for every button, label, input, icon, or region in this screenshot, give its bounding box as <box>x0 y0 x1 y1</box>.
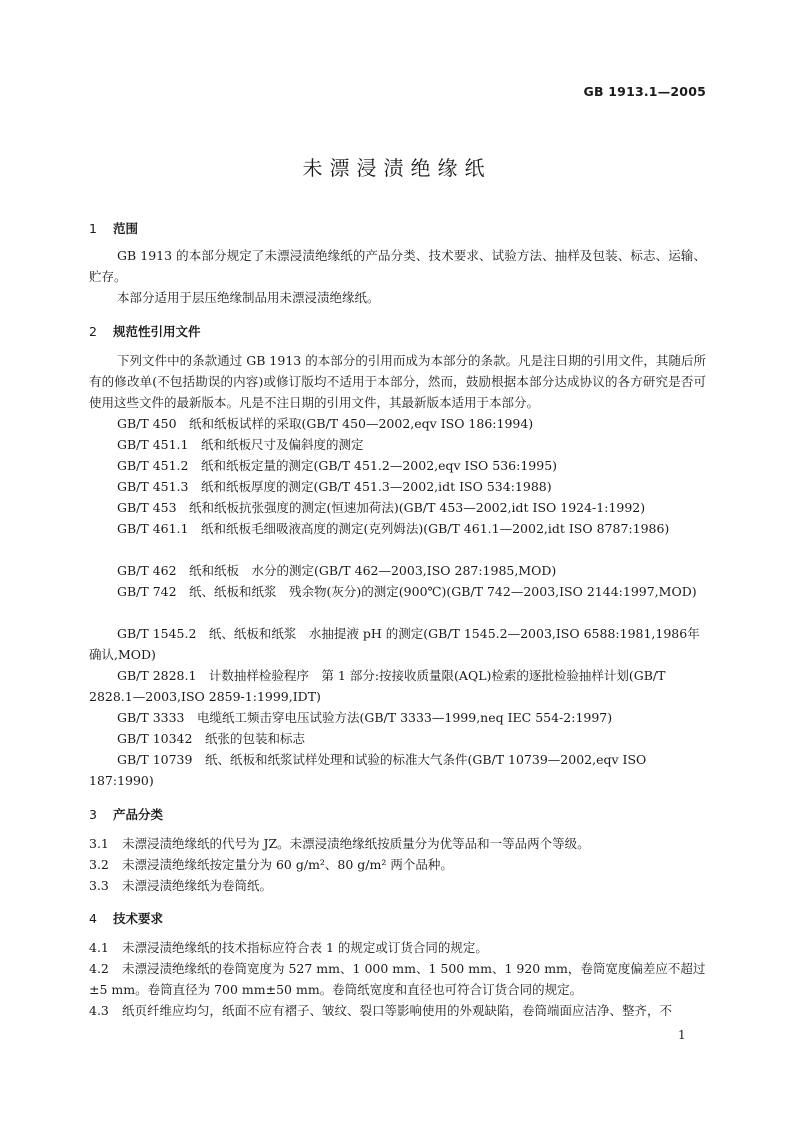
section-number: 1 <box>89 221 97 236</box>
clause-text: 未漂浸渍绝缘纸按定量分为 60 g/m²、80 g/m² 两个品种。 <box>122 857 453 872</box>
reference-item: GB/T 451.2 纸和纸板定量的测定(GB/T 451.2—2002,eqv ISO 536:1995) <box>117 458 558 473</box>
reference-item: GB/T 461.1 纸和纸板毛细吸液高度的测定(克列姆法)(GB/T 461.1—2002,idt ISO 8787:1986) <box>117 521 670 536</box>
section-title: 规范性引用文件 <box>113 324 201 339</box>
section-number: 3 <box>89 807 97 822</box>
document-title: 未漂浸渍绝缘纸 <box>302 156 492 180</box>
reference-item: GB/T 462 纸和纸板 水分的测定(GB/T 462—2003,ISO 287:1985,MOD) <box>117 563 557 578</box>
section-4-heading <box>89 909 163 927</box>
clause-text: 未漂浸渍绝缘纸的卷筒宽度为 527 mm、1 000 mm、1 500 mm、1 920 mm，卷筒宽度偏差应不超过±5 mm。卷筒直径为 700 mm±50 mm。卷筒纸宽度和直径也可符合订货合同的规定。 <box>89 961 706 997</box>
section-number: 2 <box>89 324 97 339</box>
clause-text: 未漂浸渍绝缘纸为卷筒纸。 <box>122 878 273 893</box>
section-3-heading <box>89 805 163 823</box>
section-number: 4 <box>89 911 97 926</box>
section-title: 技术要求 <box>113 911 164 926</box>
paragraph: 下列文件中的条款通过 GB 1913 的本部分的引用而成为本部分的条款。凡是注日期的引用文件，其随后所有的修改单(不包括勘误的内容)或修订版均不适用于本部分，然而，鼓励根据本部分达成协议的各方研究是否可使用这些文件的最新版本。凡是不注日期的引用文件，其最新版本适用于本部分。 <box>89 353 706 410</box>
reference-item: GB/T 451.1 纸和纸板尺寸及偏斜度的测定 <box>117 437 364 452</box>
clause-text: 未漂浸渍绝缘纸的代号为 JZ。未漂浸渍绝缘纸按质量分为优等品和一等品两个等级。 <box>122 836 590 851</box>
clause <box>89 937 706 958</box>
paragraph: 本部分适用于层压绝缘制品用未漂浸渍绝缘纸。 <box>117 290 380 305</box>
section-1-heading <box>89 219 138 237</box>
reference-item: GB/T 453 纸和纸板抗张强度的测定(恒速加荷法)(GB/T 453—2002,idt ISO 1924-1:1992) <box>117 500 646 515</box>
section-title: 产品分类 <box>113 807 164 822</box>
clause-number: 4.3 <box>89 1003 109 1018</box>
standard-number: GB 1913.1—2005 <box>583 84 706 99</box>
clause-text: 纸页纤维应均匀，纸面不应有褶子、皱纹、裂口等影响使用的外观缺陷，卷筒端面应洁净、整齐，不 <box>122 1003 673 1018</box>
clause-number: 4.2 <box>89 961 109 976</box>
page-number: 1 <box>678 1028 686 1042</box>
clause <box>89 1000 706 1021</box>
reference-item: GB/T 2828.1 计数抽样检验程序 第 1 部分:按接收质量限(AQL)检索的逐批检验抽样计划(GB/T 2828.1—2003,ISO 2859-1:1999,IDT) <box>89 668 666 704</box>
clause-number: 3.3 <box>89 878 109 893</box>
clause-number: 3.1 <box>89 836 109 851</box>
section-2-heading <box>89 322 201 340</box>
reference-item: GB/T 10739 纸、纸板和纸浆试样处理和试验的标准大气条件(GB/T 10739—2002,eqv ISO 187:1990) <box>89 752 647 788</box>
clause-number: 3.2 <box>89 857 109 872</box>
reference-item: GB/T 450 纸和纸板试样的采取(GB/T 450—2002,eqv ISO 186:1994) <box>117 416 534 431</box>
clause-text: 未漂浸渍绝缘纸的技术指标应符合表 1 的规定或订货合同的规定。 <box>122 940 488 955</box>
reference-item: GB/T 3333 电缆纸工频击穿电压试验方法(GB/T 3333—1999,neq IEC 554-2:1997) <box>117 710 613 725</box>
reference-item: GB/T 10342 纸张的包装和标志 <box>117 731 305 746</box>
clause <box>89 958 706 1000</box>
section-title: 范围 <box>113 221 139 236</box>
clause <box>89 875 706 896</box>
clause-number: 4.1 <box>89 940 109 955</box>
reference-item: GB/T 451.3 纸和纸板厚度的测定(GB/T 451.3—2002,idt ISO 534:1988) <box>117 479 552 494</box>
reference-item: GB/T 742 纸、纸板和纸浆 残余物(灰分)的测定(900℃)(GB/T 742—2003,ISO 2144:1997,MOD) <box>117 584 697 599</box>
paragraph: GB 1913 的本部分规定了未漂浸渍绝缘纸的产品分类、技术要求、试验方法、抽样及包装、标志、运输、贮存。 <box>89 248 706 284</box>
clause <box>89 833 706 854</box>
clause <box>89 854 706 875</box>
reference-item: GB/T 1545.2 纸、纸板和纸浆 水抽提液 pH 的测定(GB/T 1545.2—2003,ISO 6588:1981,1986年确认,MOD) <box>89 626 700 662</box>
